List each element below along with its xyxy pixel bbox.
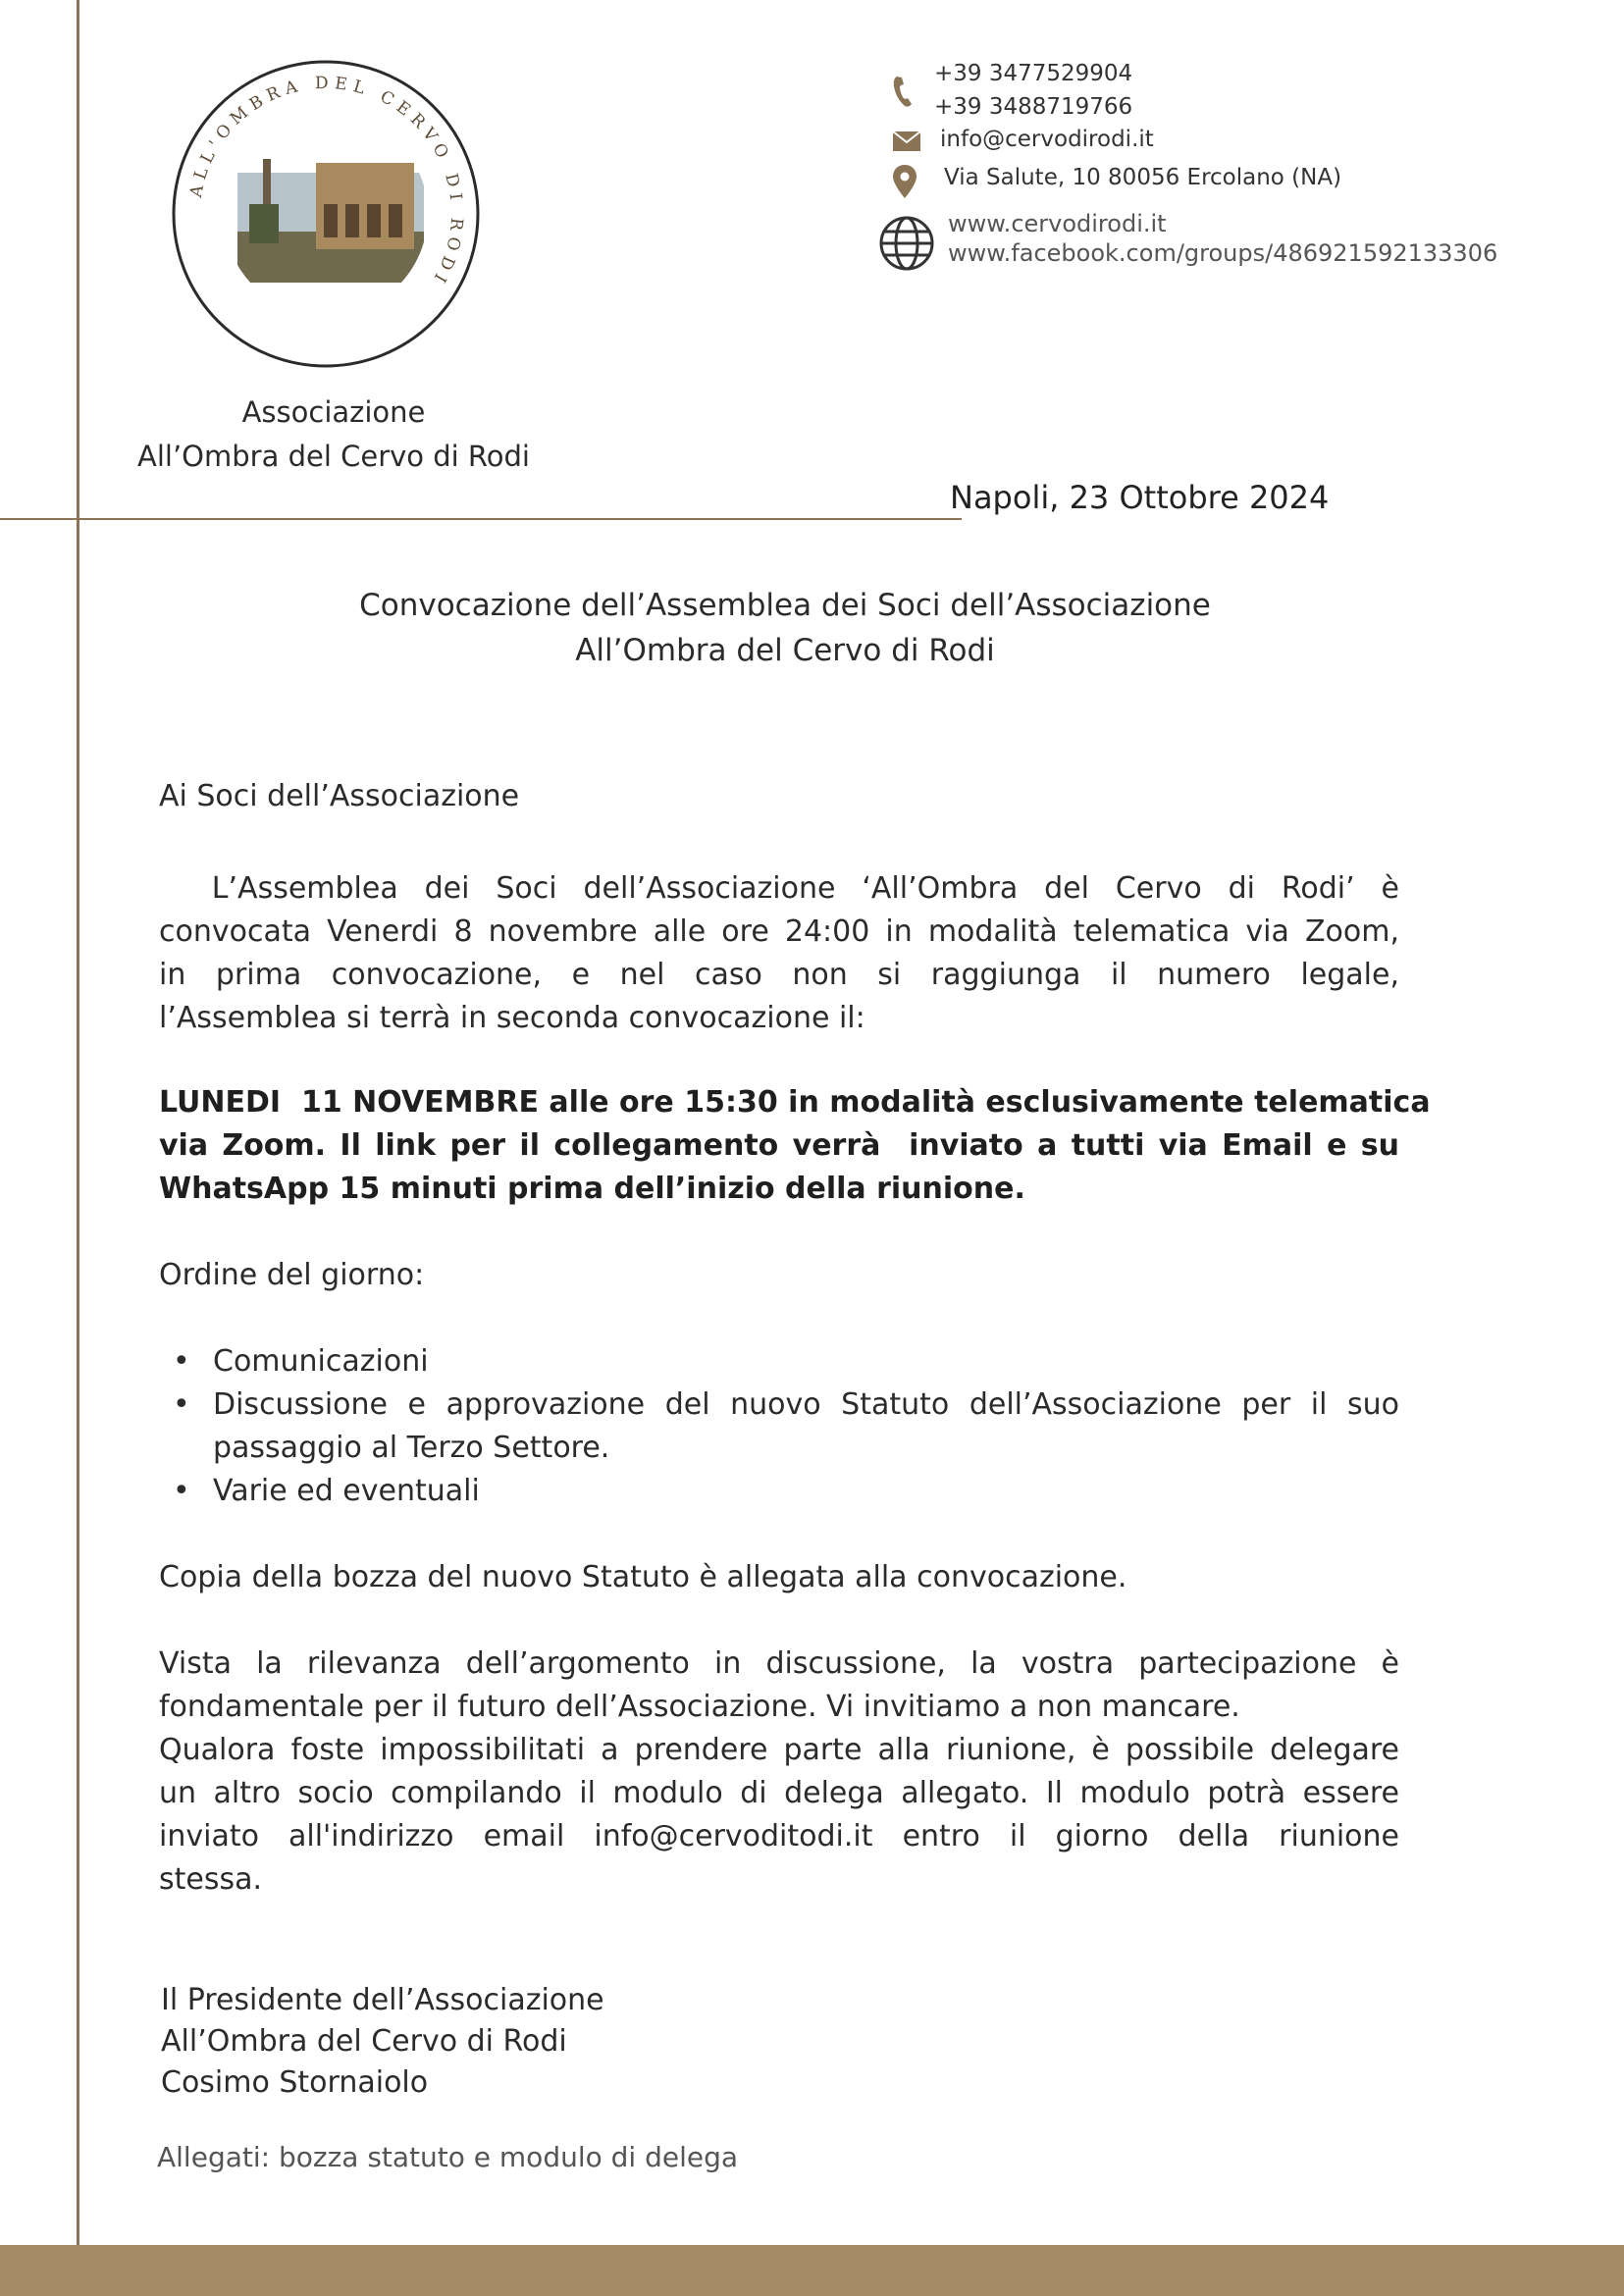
- phone-icon: [893, 75, 915, 108]
- phone-number-2[interactable]: +39 3488719766: [934, 94, 1133, 120]
- phone-number-1[interactable]: +39 3477529904: [934, 61, 1133, 86]
- attachments-note: Allegati: bozza statuto e modulo di delega: [157, 2141, 739, 2173]
- address-text: Via Salute, 10 80056 Ercolano (NA): [944, 165, 1342, 190]
- title-line-2: All’Ombra del Cervo di Rodi: [575, 633, 995, 668]
- closing-line: Qualora foste impossibilitati a prendere parte alla riunione, è possibile delegare: [159, 1733, 1399, 1767]
- agenda-list: [159, 1340, 1399, 1513]
- signature-line-3: Cosimo Stornaiolo: [161, 2065, 429, 2100]
- intro-line: convocata Venerdi 8 novembre alle ore 24:00 in modalità telematica via Zoom,: [159, 914, 1399, 949]
- signature-line-1: Il Presidente dell’Associazione: [161, 1983, 604, 2017]
- title-line-1: Convocazione dell’Assemblea dei Soci dell’Associazione: [359, 588, 1211, 623]
- map-pin-icon: [893, 165, 917, 198]
- website-link[interactable]: www.cervodirodi.it: [948, 210, 1167, 237]
- association-logo: [169, 57, 483, 371]
- copy-note: Copia della bozza del nuovo Statuto è allegata alla convocazione.: [159, 1560, 1127, 1594]
- greeting: Ai Soci dell’Associazione: [159, 779, 520, 813]
- org-line-1: Associazione: [241, 395, 426, 429]
- agenda-item: • Comunicazioni: [159, 1340, 1399, 1383]
- letter-title: [157, 583, 1413, 673]
- intro-line: L’Assemblea dei Soci dell’Associazione ‘All’Ombra del Cervo di Rodi’ è: [159, 871, 1399, 906]
- org-line-2: All’Ombra del Cervo di Rodi: [137, 440, 530, 473]
- envelope-icon: [893, 131, 920, 151]
- email-link[interactable]: info@cervodirodi.it: [940, 127, 1154, 152]
- intro-line: l’Assemblea si terrà in seconda convocazione il:: [159, 1001, 865, 1035]
- facebook-link[interactable]: www.facebook.com/groups/486921592133306: [948, 239, 1498, 267]
- closing-line: Vista la rilevanza dell’argomento in discussione, la vostra partecipazione è: [159, 1646, 1399, 1681]
- agenda-item: • Varie ed eventuali: [159, 1470, 1399, 1513]
- intro-paragraph: [159, 867, 1399, 1040]
- closing-line: un altro socio compilando il modulo di delega allegato. Il modulo potrà essere: [159, 1776, 1399, 1810]
- footer-band: [0, 2245, 1624, 2296]
- agenda-heading: Ordine del giorno:: [159, 1258, 425, 1292]
- second-call-line: via Zoom. Il link per il collegamento verrà inviato a tutti via Email e su: [159, 1128, 1399, 1163]
- closing-line: fondamentale per il futuro dell’Associazione. Vi invitiamo a non mancare.: [159, 1690, 1240, 1724]
- second-call-line: WhatsApp 15 minuti prima dell’inizio della riunione.: [159, 1172, 1025, 1206]
- letter-date: Napoli, 23 Ottobre 2024: [950, 479, 1330, 516]
- signature-block: [161, 1980, 604, 2104]
- globe-icon: [879, 216, 934, 271]
- closing-paragraph: [159, 1643, 1399, 1902]
- header-divider: [0, 518, 962, 520]
- organization-name: [98, 391, 569, 479]
- closing-line: stessa.: [159, 1862, 263, 1897]
- second-call-paragraph: [159, 1081, 1431, 1211]
- left-border-line: [77, 0, 79, 2245]
- logo-ring-text: ALL'OMBRA DEL CERVO DI RODI: [185, 73, 467, 291]
- intro-line: in prima convocazione, e nel caso non si raggiunga il numero legale,: [159, 958, 1399, 992]
- agenda-item: • Discussione e approvazione del nuovo Statuto dell’Associazione per il suo passaggio al Terzo Settore.: [159, 1383, 1399, 1470]
- closing-line: inviato all'indirizzo email info@cervoditodi.it entro il giorno della riunione: [159, 1819, 1399, 1853]
- second-call-line: LUNEDI 11 NOVEMBRE alle ore 15:30 in modalità esclusivamente telematica: [159, 1085, 1431, 1120]
- signature-line-2: All’Ombra del Cervo di Rodi: [161, 2024, 567, 2059]
